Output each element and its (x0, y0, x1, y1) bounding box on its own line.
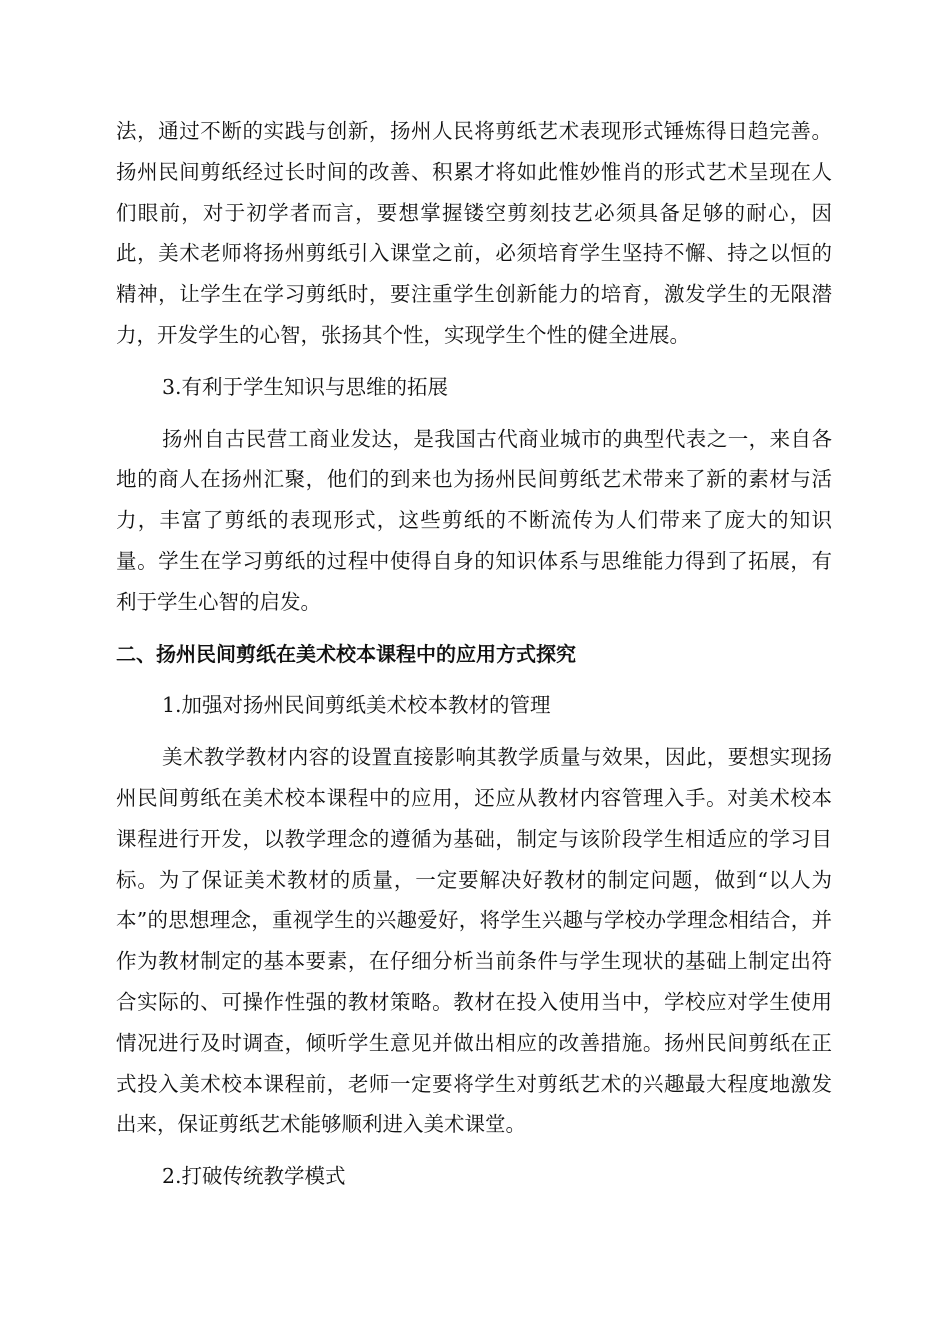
subheading-knowledge-thinking: 3.有利于学生知识与思维的拓展 (162, 374, 449, 399)
document-page (116, 111, 832, 1197)
paragraph-textbook-management: 美术教学教材内容的设置直接影响其教学质量与效果，因此，要想实现扬州民间剪纸在美术校本课程中的应用，还应从教材内容管理入手。对美术校本课程进行开发，以教学理念的遵循为基础，制定与该阶段学生相适应的学习目标。为了保证美术教材的质量，一定要解决好教材的制定问题，做到“以人为本”的思想理念，重视学生的兴趣爱好，将学生兴趣与学校办学理念相结合，并作为教材制定的基本要素，在仔细分析当前条件与学生现状的基础上制定出符合实际的、可操作性强的教材策略。教材在投入使用当中，学校应对学生使用情况进行及时调查，倾听学生意见并做出相应的改善措施。扬州民间剪纸在正式投入美术校本课程前，老师一定要将学生对剪纸艺术的兴趣最大程度地激发出来，保证剪纸艺术能够顺利进入美术课堂。 (116, 745, 832, 1137)
section-heading-application: 二、扬州民间剪纸在美术校本课程中的应用方式探究 (116, 641, 576, 666)
paragraph-continuation: 法，通过不断的实践与创新，扬州人民将剪纸艺术表现形式锤炼得日趋完善。扬州民间剪纸经过长时间的改善、积累才将如此惟妙惟肖的形式艺术呈现在人们眼前，对于初学者而言，要想掌握镂空剪刻技艺必须具备足够的耐心，因此，美术老师将扬州剪纸引入课堂之前，必须培育学生坚持不懈、持之以恒的精神，让学生在学习剪纸时，要注重学生创新能力的培育，激发学生的无限潜力，开发学生的心智，张扬其个性，实现学生个性的健全进展。 (116, 119, 832, 347)
paragraph-knowledge-thinking: 扬州自古民营工商业发达，是我国古代商业城市的典型代表之一，来自各地的商人在扬州汇聚，他们的到来也为扬州民间剪纸艺术带来了新的素材与活力，丰富了剪纸的表现形式，这些剪纸的不断流传为人们带来了庞大的知识量。学生在学习剪纸的过程中使得自身的知识体系与思维能力得到了拓展，有利于学生心智的启发。 (116, 426, 832, 614)
subheading-break-traditional-mode: 2.打破传统教学模式 (162, 1164, 346, 1189)
subheading-textbook-management: 1.加强对扬州民间剪纸美术校本教材的管理 (162, 693, 551, 718)
